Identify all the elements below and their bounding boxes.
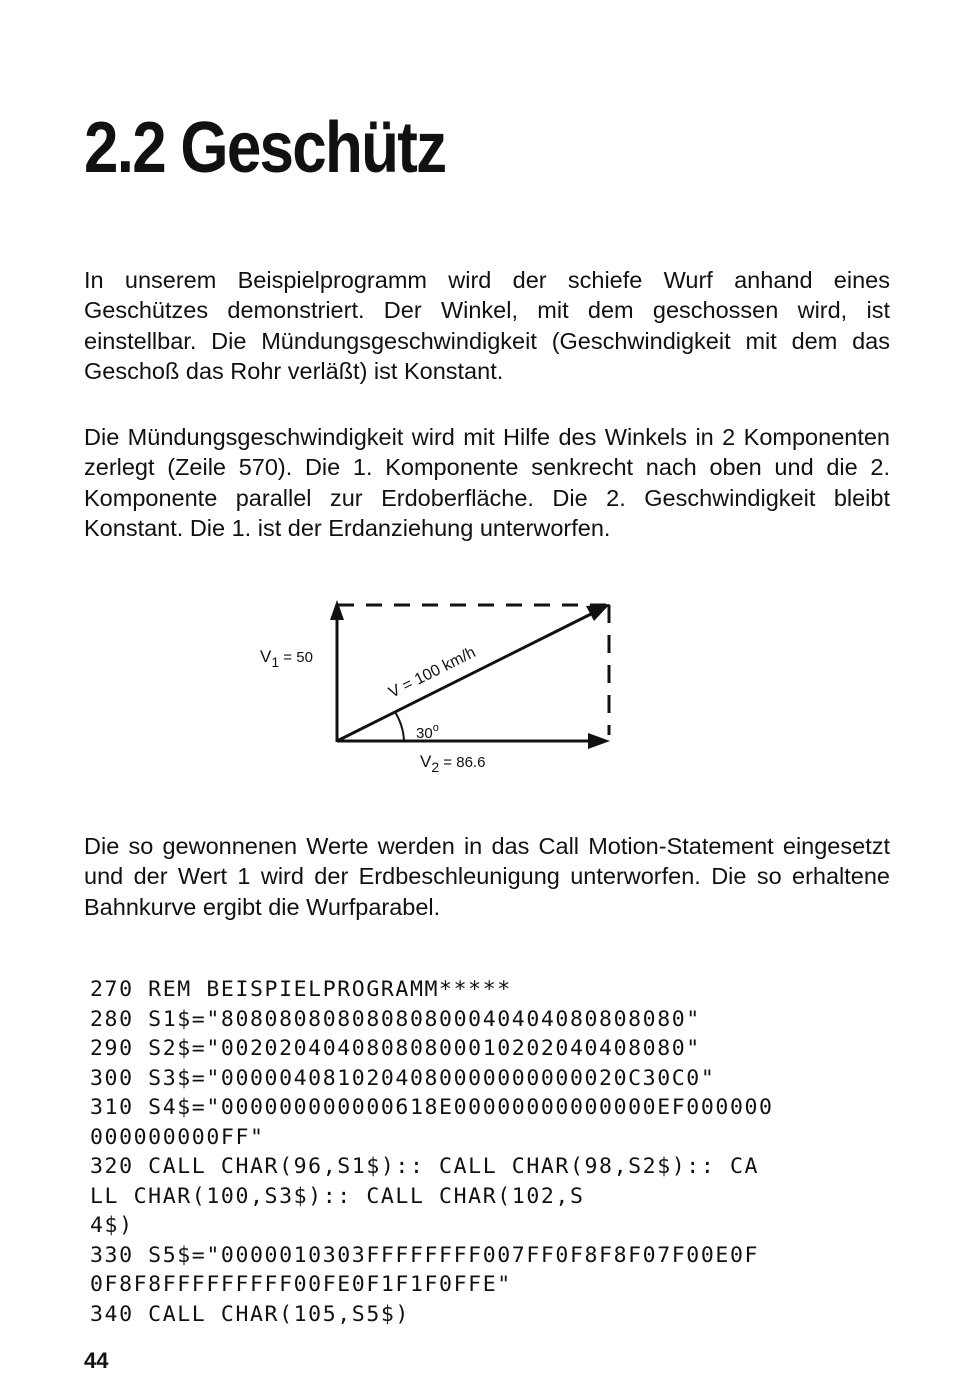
code-line: 340 CALL CHAR(105,S5$) xyxy=(90,1301,410,1327)
code-line: 4$) xyxy=(90,1213,134,1238)
resultant-vector xyxy=(337,612,595,741)
code-listing xyxy=(90,975,774,1329)
code-line: 300 S3$="0000040810204080000000000020C30C0" xyxy=(90,1065,716,1091)
resultant-arrowhead xyxy=(586,604,610,621)
paragraph-motion: Die so gewonnenen Werte werden in das Call Motion-Statement eingesetzt und der Wert 1 wird der Erdbeschleunigung unterworfen. Die so erhaltene Bahnkurve ergibt die Wurfparabel. xyxy=(84,833,890,920)
section-title: 2.2 Geschütz xyxy=(84,108,446,188)
paragraph-intro: In unserem Beispielprogramm wird der schiefe Wurf anhand eines Geschützes demonstriert. Der Winkel, mit dem geschossen wird, ist einstellbar. Die Mündungsgeschwindigkeit (Geschwindigkeit mit dem das Geschoß das Rohr verläßt) ist Konstant. xyxy=(84,267,890,385)
v1-label: $V_1 = 50$ xyxy=(260,647,313,670)
velocity-vector-diagram xyxy=(240,590,640,790)
code-line: 270 REM BEISPIELPROGRAMM***** xyxy=(90,977,512,1002)
paragraph-components: Die Mündungsgeschwindigkeit wird mit Hilfe des Winkels in 2 Komponenten zerlegt (Zeile 570). Die 1. Komponente senkrecht nach oben und die 2. Komponente parallel zur Erdoberfläche. Die 2. Geschwindigkeit bleibt Konstant. Die 1. ist der Erdanziehung unterworfen. xyxy=(84,424,890,542)
v2-arrowhead xyxy=(588,733,610,749)
page-number: 44 xyxy=(84,1348,109,1373)
angle-label: 30$^o$ xyxy=(416,722,439,742)
code-line: LL CHAR(100,S3$):: CALL CHAR(102,S xyxy=(90,1183,585,1209)
angle-arc xyxy=(395,712,404,741)
code-line: 280 S1$="80808080808080800040404080808080" xyxy=(90,1006,701,1032)
code-line: 320 CALL CHAR(96,S1$):: CALL CHAR(98,S2$):: CA xyxy=(90,1154,760,1179)
v2-label: $V_2 = 86.6$ xyxy=(420,752,486,775)
resultant-label: V = 100 km/h xyxy=(386,643,479,702)
code-line: 310 S4$="000000000000618E00000000000000EF000000 xyxy=(90,1095,774,1120)
code-line: 290 S2$="00202040408080800010202040408080" xyxy=(90,1036,701,1061)
code-line: 0F8F8FFFFFFFFF00FE0F1F1F0FFE" xyxy=(90,1272,512,1297)
code-line: 000000000FF" xyxy=(90,1124,265,1150)
code-line: 330 S5$="0000010303FFFFFFFF007FF0F8F8F07F00E0F xyxy=(90,1242,760,1268)
v1-arrowhead xyxy=(330,600,344,620)
